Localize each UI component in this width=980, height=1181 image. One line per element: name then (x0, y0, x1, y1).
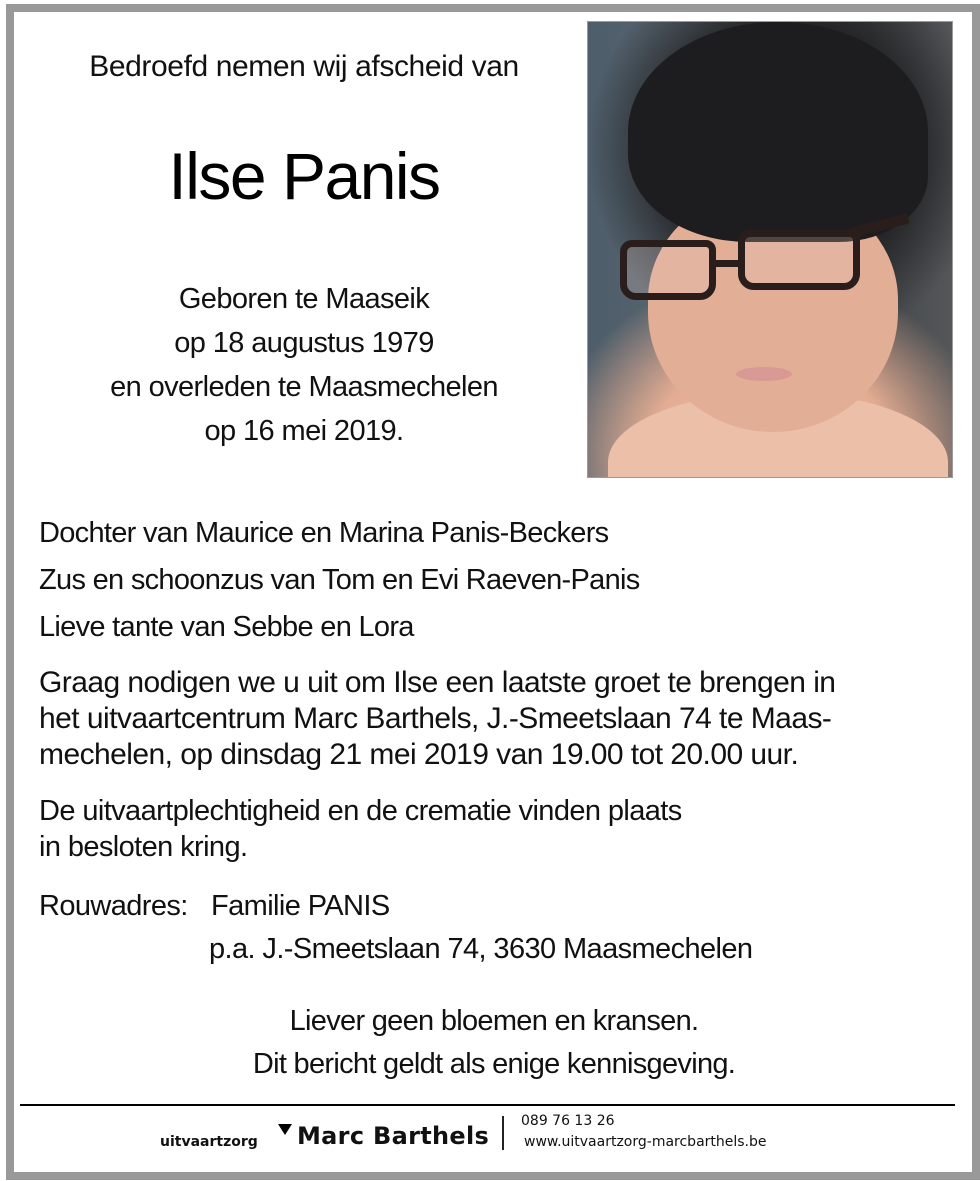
closing-line: Liever geen bloemen en kransen. (289, 1005, 699, 1037)
closing-text (14, 1000, 974, 1086)
relation-line: Lieve tante van Sebbe en Lora (39, 611, 414, 643)
address-street: p.a. J.-Smeetslaan 74, 3630 Maasmechelen (209, 933, 753, 965)
photo-glasses (620, 220, 905, 290)
birth-date: op 18 augustus 1979 (174, 327, 434, 359)
photo-lips (736, 367, 792, 381)
birth-place: Geboren te Maaseik (178, 283, 430, 315)
deceased-name: Ilse Panis (168, 139, 440, 213)
invitation-paragraph: Graag nodigen we u uit om Ilse een laatste groet te brengen in het uitvaartcentrum Marc Barthels, J.-Smeetslaan 74 te Maas- mechelen, op dinsdag 21 mei 2019 van 19.00 tot 20.00 uur. (39, 666, 836, 771)
address-name: Familie PANIS (211, 890, 390, 922)
portrait-photo (587, 21, 953, 478)
logo-triangle-icon (278, 1124, 292, 1135)
address-label: Rouwadres: (39, 890, 188, 922)
photo-hair (628, 22, 928, 242)
relation-line: Dochter van Maurice en Marina Panis-Beckers (39, 517, 609, 549)
death-date: op 16 mei 2019. (204, 415, 404, 447)
ceremony-paragraph: De uitvaartplechtigheid en de crematie vinden plaats in besloten kring. (39, 795, 682, 863)
intro-text: Bedroefd nemen wij afscheid van (89, 50, 519, 83)
footer-website[interactable]: www.uitvaartzorg-marcbarthels.be (524, 1134, 767, 1150)
life-dates (14, 277, 594, 453)
relations-list (39, 510, 640, 651)
footer-phone: 089 76 13 26 (521, 1113, 615, 1129)
footer-divider (20, 1104, 955, 1106)
logo-small-text: uitvaartzorg (160, 1134, 258, 1150)
relation-line: Zus en schoonzus van Tom en Evi Raeven-Panis (39, 564, 640, 596)
death-place: en overleden te Maasmechelen (110, 371, 498, 403)
logo-brand-name: Marc Barthels (297, 1122, 490, 1150)
footer-separator (502, 1116, 504, 1150)
closing-line: Dit bericht geldt als enige kennisgeving. (252, 1048, 736, 1080)
